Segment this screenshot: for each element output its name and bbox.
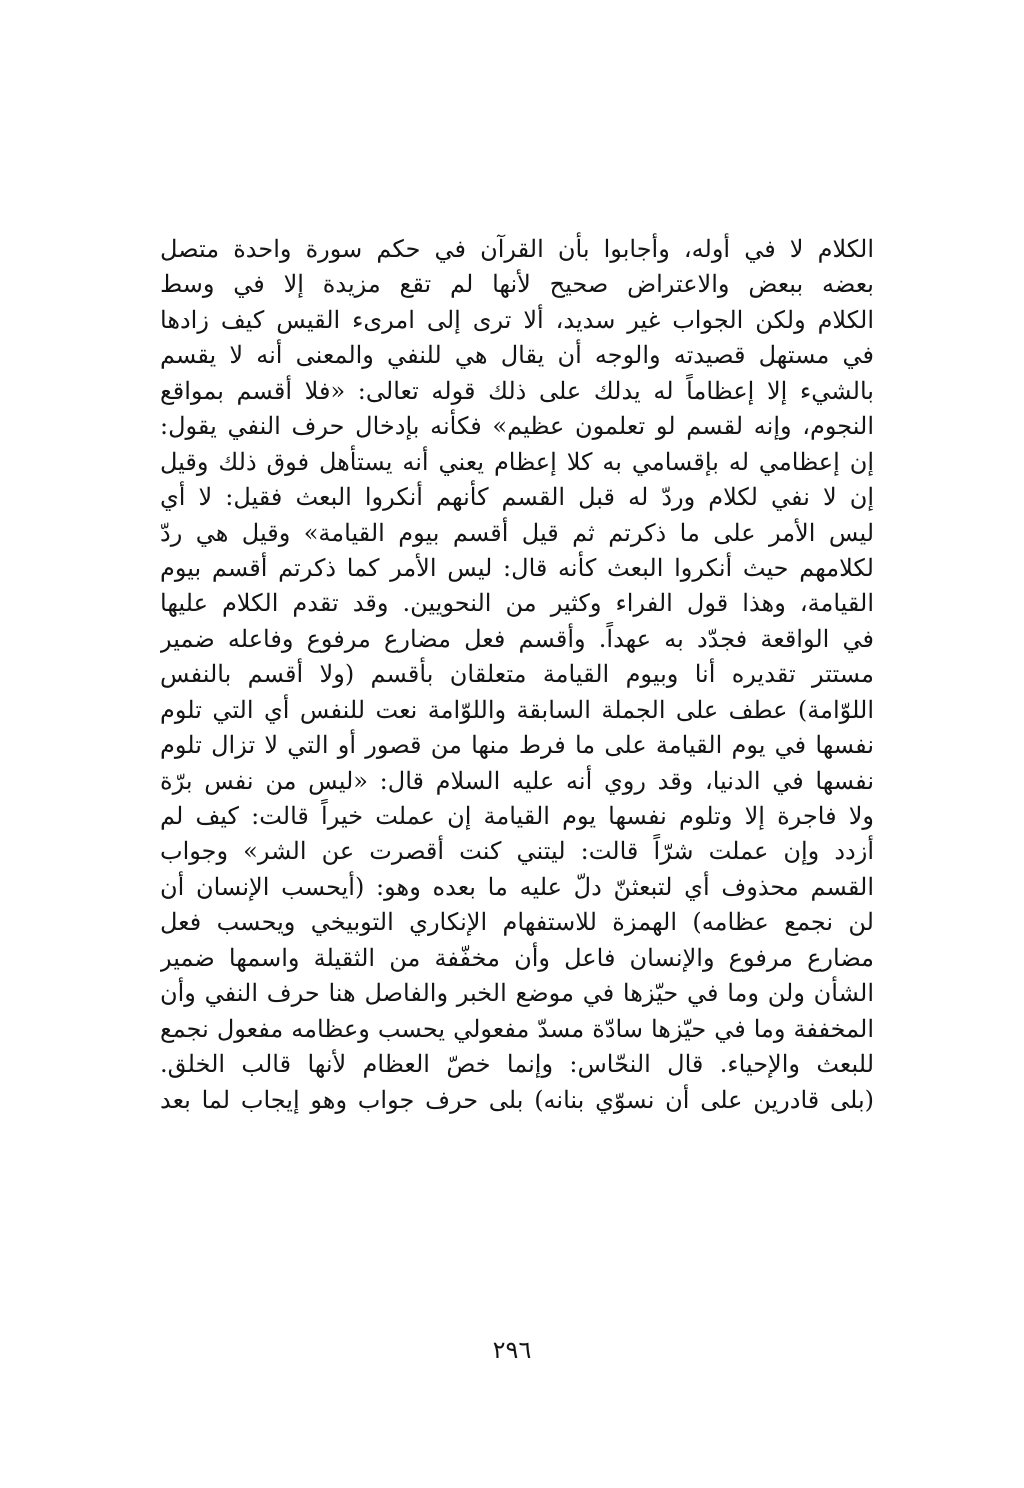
text-line: نفسها في يوم القيامة على ما فرط منها من قصور أو التي لا تزال تلوم [160, 731, 874, 760]
text-line: ليس الأمر على ما ذكرتم ثم قيل أقسم بيوم القيامة» وقيل هي ردّ [160, 518, 874, 547]
text-line: المخففة وما في حيّزها سادّة مسدّ مفعولي يحسب وعظامه مفعول نجمع [160, 1014, 874, 1043]
text-line: اللوّامة) عطف على الجملة السابقة واللوّامة نعت للنفس أي التي تلوم [160, 695, 874, 724]
text-line: النجوم، وإنه لقسم لو تعلمون عظيم» فكأنه بإدخال حرف النفي يقول: [160, 412, 874, 441]
text-line: الكلام ولكن الجواب غير سديد، ألا ترى إلى امرىء القيس كيف زادها [160, 305, 874, 334]
text-line: إن إعظامي له بإقسامي به كلا إعظام يعني أنه يستأهل فوق ذلك وقيل [160, 447, 874, 476]
text-line: القيامة، وهذا قول الفراء وكثير من النحويين. وقد تقدم الكلام عليها [160, 589, 874, 618]
text-line: مضارع مرفوع والإنسان فاعل وأن مخفّفة من الثقيلة واسمها ضمير [160, 943, 874, 972]
text-line: في مستهل قصيدته والوجه أن يقال هي للنفي والمعنى أنه لا يقسم [160, 341, 874, 370]
text-line: نفسها في الدنيا، وقد روي أنه عليه السلام قال: «ليس من نفس برّة [160, 766, 874, 795]
page-number: ٢٩٦ [492, 1336, 532, 1364]
text-line: الشأن ولن وما في حيّزها في موضع الخبر والفاصل هنا حرف النفي وأن [160, 979, 874, 1008]
text-line: مستتر تقديره أنا وبيوم القيامة متعلقان بأقسم (ولا أقسم بالنفس [160, 660, 874, 689]
text-line: ولا فاجرة إلا وتلوم نفسها يوم القيامة إن عملت خيراً قالت: كيف لم [160, 802, 874, 830]
text-line: للبعث والإحياء. قال النحّاس: وإنما خصّ العظام لأنها قالب الخلق. [160, 1050, 874, 1079]
text-line: لن نجمع عظامه) الهمزة للاستفهام الإنكاري التوبيخي ويحسب فعل [160, 908, 874, 937]
text-line: لكلامهم حيث أنكروا البعث كأنه قال: ليس الأمر كما ذكرتم أقسم بيوم [160, 553, 874, 582]
text-line: إن لا نفي لكلام وردّ له قبل القسم كأنهم أنكروا البعث فقيل: لا أي [160, 483, 874, 512]
text-line: بعضه ببعض والاعتراض صحيح لأنها لم تقع مزيدة إلا في وسط [160, 270, 874, 299]
body-text [160, 232, 874, 1118]
text-line: بالشيء إلا إعظاماً له يدلك على ذلك قوله تعالى: «فلا أقسم بمواقع [160, 376, 874, 405]
text-line: الكلام لا في أوله، وأجابوا بأن القرآن في حكم سورة واحدة متصل [160, 235, 874, 263]
text-line: في الواقعة فجدّد به عهداً. وأقسم فعل مضارع مرفوع وفاعله ضمير [160, 624, 874, 653]
text-line: (بلى قادرين على أن نسوّي بنانه) بلى حرف جواب وهو إيجاب لما بعد [160, 1085, 874, 1114]
text-line: القسم محذوف أي لتبعثنّ دلّ عليه ما بعده وهو: (أيحسب الإنسان أن [160, 872, 874, 901]
text-line: أزدد وإن عملت شرّاً قالت: ليتني كنت أقصرت عن الشر» وجواب [160, 837, 874, 866]
